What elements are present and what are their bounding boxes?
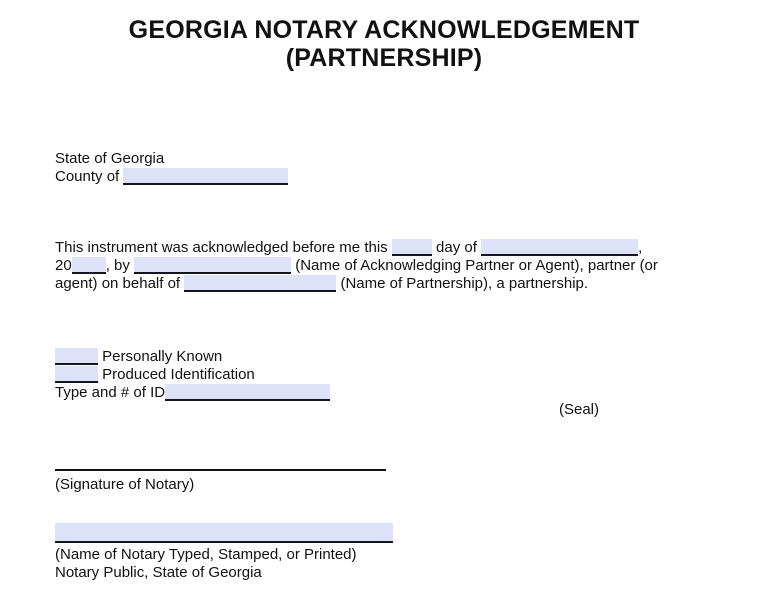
produced-id-field[interactable] — [55, 366, 98, 383]
seal-label: (Seal) — [559, 401, 600, 418]
ack-line-1 — [55, 239, 735, 257]
ack-line3-prefix: agent) on behalf of — [55, 275, 181, 292]
ack-line2-suffix: (Name of Acknowledging Partner or Agent), partner (or — [295, 257, 658, 274]
notary-name-label: (Name of Notary Typed, Stamped, or Printed) — [55, 546, 357, 563]
type-id-row — [55, 384, 330, 402]
document-title-line1: GEORGIA NOTARY ACKNOWLEDGEMENT — [128, 16, 640, 44]
partner-name-field[interactable] — [134, 257, 291, 274]
personally-known-label: Personally Known — [102, 348, 223, 365]
comma-after-month: , — [638, 239, 643, 256]
document-title-line2: (PARTNERSHIP) — [285, 44, 483, 72]
county-field[interactable] — [123, 168, 288, 185]
identification-section — [55, 348, 330, 402]
state-line: State of Georgia — [55, 150, 165, 167]
venue-section — [55, 150, 288, 186]
partnership-name-field[interactable] — [184, 275, 336, 292]
year-field[interactable] — [72, 257, 106, 274]
type-id-label: Type and # of ID — [55, 384, 166, 401]
county-label: County of — [55, 168, 120, 185]
ack-line3-suffix: (Name of Partnership), a partnership. — [340, 275, 589, 292]
county-line — [55, 168, 288, 186]
year-prefix-label: 20 — [55, 257, 72, 274]
type-id-field[interactable] — [165, 384, 330, 401]
ack-line-3 — [55, 275, 735, 293]
personally-known-field[interactable] — [55, 348, 98, 365]
day-of-label: day of — [436, 239, 477, 256]
notary-name-field[interactable] — [55, 523, 393, 543]
acknowledgement-paragraph — [55, 239, 735, 293]
ack-line-2 — [55, 257, 735, 275]
document-title — [0, 16, 768, 72]
produced-id-label: Produced Identification — [102, 366, 255, 383]
signature-of-notary-label: (Signature of Notary) — [55, 476, 195, 493]
ack-line1-text: This instrument was acknowledged before me this — [55, 239, 388, 256]
notary-signature-line — [55, 469, 386, 471]
by-label: , by — [105, 257, 130, 274]
personally-known-row — [55, 348, 330, 366]
produced-id-row — [55, 366, 330, 384]
month-field[interactable] — [481, 239, 638, 256]
notary-commission-label: Notary Public, State of Georgia — [55, 564, 262, 581]
day-field[interactable] — [392, 239, 432, 256]
